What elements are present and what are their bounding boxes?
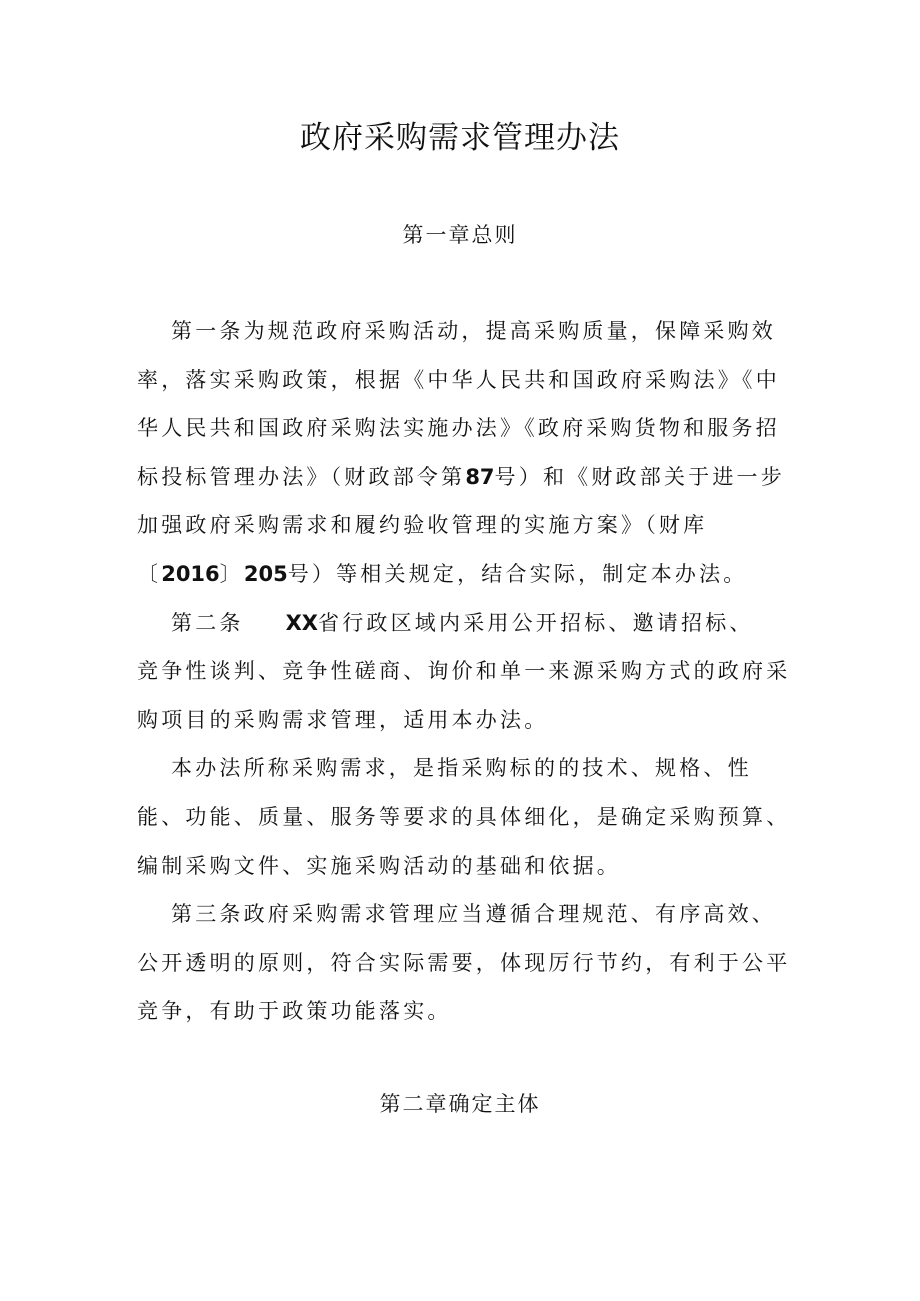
article-2-rest: 竞争性谈判、竞争性磋商、询价和单一来源采购方式的政府采购项目的采购需求管理，适用本办法。 — [137, 659, 791, 732]
article-1-text-a: 第一条为规范政府采购活动，提高采购质量，保障采购效率，落实采购政策，根据《中华人民共和国政府采购法》《中华人民共和国政府采购法实施办法》《政府采购货物和服务招标投标管理办法》（财政部令第 — [137, 319, 780, 489]
article-2-region: XX — [285, 610, 318, 635]
article-1-number-87: 87 — [465, 464, 495, 489]
article-1-text-b: 号）和《财政部关于进一步加强政府采购需求和履约验收管理的实施方案》（财库〔 — [137, 464, 785, 586]
article-2 — [137, 599, 793, 745]
article-1-text-c: 〕 — [219, 561, 244, 586]
article-1-text-d: 号）等相关规定，结合实际，制定本办法。 — [287, 561, 748, 586]
definition-paragraph: 本办法所称采购需求，是指采购标的的技术、规格、性能、功能、质量、服务等要求的具体细化，是确定采购预算、编制采购文件、实施采购活动的基础和依据。 — [137, 756, 791, 878]
chapter-1-heading: 第一章总则 — [402, 223, 518, 247]
article-2-line1: 省行政区域内采用公开招标、邀请招标、 — [318, 610, 754, 635]
article-1-number-205: 205 — [243, 561, 288, 586]
article-1 — [137, 307, 793, 599]
chapter-2-heading: 第二章确定主体 — [379, 1092, 541, 1116]
article-2-first-line — [137, 599, 793, 648]
document-title: 政府采购需求管理办法 — [300, 120, 620, 156]
document-body — [137, 307, 793, 1036]
article-1-number-2016: 2016 — [161, 561, 220, 586]
article-2-label: 第二条 — [171, 610, 244, 635]
article-3: 第三条政府采购需求管理应当遵循合理规范、有序高效、公开透明的原则，符合实际需要，体现厉行节约，有利于公平竞争，有助于政策功能落实。 — [137, 902, 791, 1024]
